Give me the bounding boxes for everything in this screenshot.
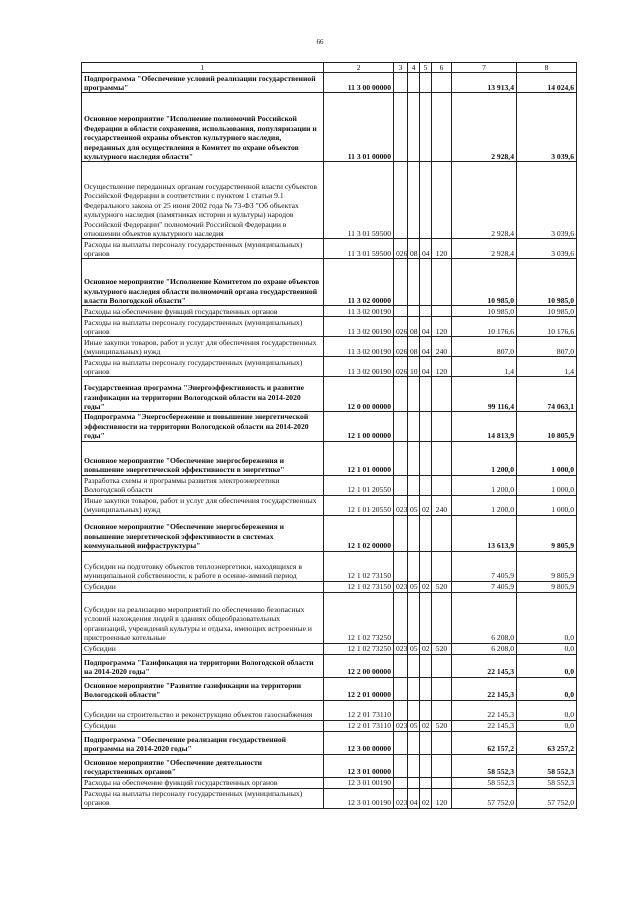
row-name-cell: Расходы на выплаты персоналу государственных (муниципальных) органов [82, 357, 324, 377]
expense-type-cell [432, 259, 452, 306]
subsection-code-cell [420, 677, 432, 700]
amount-year2-cell: 3 039,6 [517, 239, 577, 259]
row-name-cell: Иные закупки товаров, работ и услуг для обеспечения государственных (муниципальных) нужд [82, 495, 324, 515]
amount-year2-cell: 0,0 [517, 677, 577, 700]
subsection-code-cell: 04 [420, 239, 432, 259]
ministry-code-cell [394, 412, 408, 441]
expense-type-cell: 120 [432, 357, 452, 377]
amount-year2-cell: 57 752,0 [517, 788, 577, 808]
row-name-cell: Субсидии [82, 643, 324, 654]
subsection-code-cell [420, 377, 432, 412]
budget-code-cell: 12 3 01 00190 [324, 788, 394, 808]
section-code-cell [408, 475, 420, 495]
amount-year2-cell: 10 985,0 [517, 259, 577, 306]
budget-code-cell: 12 1 02 00000 [324, 515, 394, 551]
table-row [82, 377, 577, 412]
expense-type-cell [432, 441, 452, 475]
table-row [82, 592, 577, 643]
ministry-code-cell [394, 162, 408, 239]
budget-code-cell: 12 1 02 73250 [324, 592, 394, 643]
amount-year2-cell: 14 024,6 [517, 73, 577, 93]
amount-year2-cell: 807,0 [517, 337, 577, 357]
section-code-cell [408, 777, 420, 788]
section-code-cell: 04 [408, 788, 420, 808]
row-name-cell: Государственная программа "Энергоэффективность и развитие газификации на территории Вологодской области на 2014-2020 годы" [82, 377, 324, 412]
amount-year2-cell: 9 805,9 [517, 581, 577, 592]
expense-type-cell: 120 [432, 788, 452, 808]
section-code-cell: 08 [408, 317, 420, 337]
budget-code-cell: 12 3 01 00190 [324, 777, 394, 788]
row-name-cell: Субсидии на реализацию мероприятий по обеспечению безопасных условий нахождения людей в зданиях общеобразовательных организаций, учреждений культуры и отдыха, имеющих встроенные и пристроенные котельные [82, 592, 324, 643]
subsection-code-cell [420, 515, 432, 551]
amount-year1-cell: 1 200,0 [452, 475, 517, 495]
row-name-cell: Основное мероприятие "Обеспечение энергосбережения и повышение энергетической эффективности в энергетике" [82, 441, 324, 475]
section-code-cell [408, 162, 420, 239]
row-name-cell: Подпрограмма "Обеспечение условий реализации государственной программы" [82, 73, 324, 93]
section-code-cell [408, 515, 420, 551]
amount-year1-cell: 22 145,3 [452, 677, 517, 700]
table-row [82, 306, 577, 317]
row-name-cell: Расходы на выплаты персоналу государственных (муниципальных) органов [82, 788, 324, 808]
budget-table [81, 62, 577, 809]
section-code-cell: 10 [408, 357, 420, 377]
expense-type-cell [432, 162, 452, 239]
amount-year1-cell: 13 913,4 [452, 73, 517, 93]
section-code-cell [408, 412, 420, 441]
amount-year2-cell: 1 000,0 [517, 441, 577, 475]
table-row [82, 654, 577, 677]
table-row [82, 357, 577, 377]
subsection-code-cell: 04 [420, 357, 432, 377]
expense-type-cell: 520 [432, 720, 452, 731]
row-name-cell: Иные закупки товаров, работ и услуг для обеспечения государственных (муниципальных) нужд [82, 337, 324, 357]
header-row [82, 63, 577, 73]
expense-type-cell [432, 515, 452, 551]
row-name-cell: Расходы на обеспечение функций государственных органов [82, 306, 324, 317]
row-name-cell: Основное мероприятие "Обеспечение энергосбережения и повышение энергетической эффективности в системах коммунальной инфраструктуры" [82, 515, 324, 551]
section-code-cell: 05 [408, 720, 420, 731]
table-row [82, 495, 577, 515]
section-code-cell [408, 259, 420, 306]
ministry-code-cell: 023 [394, 720, 408, 731]
amount-year2-cell: 1,4 [517, 357, 577, 377]
section-code-cell: 08 [408, 239, 420, 259]
amount-year2-cell: 0,0 [517, 643, 577, 654]
row-name-cell: Разработка схемы и программы развития электроэнергетики Вологодской области [82, 475, 324, 495]
section-code-cell [408, 677, 420, 700]
row-name-cell: Субсидии [82, 581, 324, 592]
expense-type-cell [432, 551, 452, 581]
expense-type-cell [432, 412, 452, 441]
amount-year1-cell: 2 928,4 [452, 162, 517, 239]
subsection-code-cell: 02 [420, 581, 432, 592]
subsection-code-cell [420, 306, 432, 317]
amount-year2-cell: 3 039,6 [517, 93, 577, 162]
ministry-code-cell: 026 [394, 337, 408, 357]
header-cell: 4 [408, 63, 420, 73]
ministry-code-cell: 023 [394, 788, 408, 808]
amount-year2-cell: 0,0 [517, 700, 577, 720]
subsection-code-cell [420, 654, 432, 677]
table-row [82, 754, 577, 777]
table-row [82, 643, 577, 654]
amount-year2-cell: 10 176,6 [517, 317, 577, 337]
budget-code-cell: 12 2 01 73110 [324, 700, 394, 720]
budget-code-cell: 12 1 02 73250 [324, 643, 394, 654]
amount-year2-cell: 3 039,6 [517, 162, 577, 239]
amount-year1-cell: 7 405,9 [452, 581, 517, 592]
amount-year1-cell: 14 813,9 [452, 412, 517, 441]
ministry-code-cell: 026 [394, 239, 408, 259]
budget-code-cell: 11 3 02 00190 [324, 357, 394, 377]
table-row [82, 777, 577, 788]
budget-code-cell: 12 1 00 00000 [324, 412, 394, 441]
row-name-cell: Основное мероприятие "Развитие газификации на территории Вологодской области" [82, 677, 324, 700]
section-code-cell [408, 93, 420, 162]
section-code-cell [408, 731, 420, 754]
header-cell: 1 [82, 63, 324, 73]
section-code-cell: 05 [408, 581, 420, 592]
subsection-code-cell: 02 [420, 643, 432, 654]
section-code-cell [408, 306, 420, 317]
row-name-cell: Подпрограмма "Газификация на территории Вологодской области на 2014-2020 годы" [82, 654, 324, 677]
subsection-code-cell: 04 [420, 337, 432, 357]
budget-code-cell: 12 1 01 20550 [324, 475, 394, 495]
amount-year1-cell: 1 200,0 [452, 495, 517, 515]
amount-year2-cell: 0,0 [517, 592, 577, 643]
amount-year2-cell: 74 063,1 [517, 377, 577, 412]
row-name-cell: Расходы на выплаты персоналу государственных (муниципальных) органов [82, 317, 324, 337]
table-row [82, 731, 577, 754]
subsection-code-cell [420, 731, 432, 754]
amount-year1-cell: 22 145,3 [452, 720, 517, 731]
amount-year1-cell: 6 208,0 [452, 592, 517, 643]
ministry-code-cell [394, 73, 408, 93]
budget-code-cell: 12 1 02 73150 [324, 581, 394, 592]
amount-year2-cell: 10 985,0 [517, 306, 577, 317]
subsection-code-cell: 02 [420, 788, 432, 808]
budget-code-cell: 12 3 00 00000 [324, 731, 394, 754]
ministry-code-cell [394, 592, 408, 643]
subsection-code-cell [420, 73, 432, 93]
ministry-code-cell [394, 515, 408, 551]
expense-type-cell: 520 [432, 643, 452, 654]
expense-type-cell: 120 [432, 317, 452, 337]
section-code-cell [408, 377, 420, 412]
amount-year1-cell: 807,0 [452, 337, 517, 357]
ministry-code-cell: 023 [394, 495, 408, 515]
budget-code-cell: 12 3 01 00000 [324, 754, 394, 777]
amount-year1-cell: 10 176,6 [452, 317, 517, 337]
budget-code-cell: 11 3 00 00000 [324, 73, 394, 93]
ministry-code-cell [394, 777, 408, 788]
ministry-code-cell: 026 [394, 317, 408, 337]
amount-year1-cell: 6 208,0 [452, 643, 517, 654]
table-row [82, 337, 577, 357]
ministry-code-cell [394, 93, 408, 162]
row-name-cell: Основное мероприятие "Обеспечение деятельности государственных органов" [82, 754, 324, 777]
amount-year1-cell: 1 200,0 [452, 441, 517, 475]
budget-code-cell: 11 3 01 00000 [324, 93, 394, 162]
row-name-cell: Субсидии [82, 720, 324, 731]
row-name-cell: Подпрограмма "Энергосбережение и повышение энергетической эффективности на территории Вологодской области на 2014-2020 годы" [82, 412, 324, 441]
expense-type-cell [432, 677, 452, 700]
ministry-code-cell [394, 700, 408, 720]
amount-year1-cell: 13 613,9 [452, 515, 517, 551]
expense-type-cell [432, 654, 452, 677]
header-cell: 2 [324, 63, 394, 73]
table-row [82, 788, 577, 808]
amount-year1-cell: 10 985,0 [452, 306, 517, 317]
amount-year1-cell: 10 985,0 [452, 259, 517, 306]
subsection-code-cell [420, 592, 432, 643]
amount-year1-cell: 58 552,3 [452, 754, 517, 777]
section-code-cell [408, 592, 420, 643]
table-row [82, 720, 577, 731]
amount-year1-cell: 58 552,3 [452, 777, 517, 788]
budget-code-cell: 11 3 01 59500 [324, 162, 394, 239]
budget-code-cell: 12 1 02 73150 [324, 551, 394, 581]
amount-year2-cell: 9 805,9 [517, 515, 577, 551]
amount-year2-cell: 58 552,3 [517, 777, 577, 788]
subsection-code-cell: 04 [420, 317, 432, 337]
subsection-code-cell: 02 [420, 495, 432, 515]
subsection-code-cell [420, 259, 432, 306]
subsection-code-cell [420, 93, 432, 162]
expense-type-cell: 120 [432, 239, 452, 259]
table-row [82, 259, 577, 306]
subsection-code-cell [420, 475, 432, 495]
table-row [82, 700, 577, 720]
budget-code-cell: 11 3 02 00190 [324, 337, 394, 357]
row-name-cell: Расходы на выплаты персоналу государственных (муниципальных) органов [82, 239, 324, 259]
budget-code-cell: 11 3 02 00190 [324, 306, 394, 317]
page-number: 66 [316, 38, 324, 46]
table-row [82, 239, 577, 259]
ministry-code-cell [394, 731, 408, 754]
table-row [82, 581, 577, 592]
expense-type-cell [432, 754, 452, 777]
budget-code-cell: 11 3 02 00190 [324, 317, 394, 337]
row-name-cell: Расходы на обеспечение функций государственных органов [82, 777, 324, 788]
table-row [82, 162, 577, 239]
section-code-cell [408, 654, 420, 677]
ministry-code-cell [394, 754, 408, 777]
amount-year1-cell: 7 405,9 [452, 551, 517, 581]
expense-type-cell: 240 [432, 495, 452, 515]
ministry-code-cell [394, 475, 408, 495]
table-row [82, 515, 577, 551]
ministry-code-cell [394, 441, 408, 475]
table-row [82, 317, 577, 337]
row-name-cell: Подпрограмма "Обеспечение реализации государственной программы на 2014-2020 годы" [82, 731, 324, 754]
expense-type-cell [432, 73, 452, 93]
section-code-cell [408, 441, 420, 475]
expense-type-cell [432, 777, 452, 788]
amount-year2-cell: 0,0 [517, 720, 577, 731]
budget-code-cell: 12 0 00 00000 [324, 377, 394, 412]
subsection-code-cell [420, 551, 432, 581]
ministry-code-cell: 023 [394, 643, 408, 654]
table-row [82, 677, 577, 700]
amount-year2-cell: 63 257,2 [517, 731, 577, 754]
ministry-code-cell [394, 654, 408, 677]
amount-year1-cell: 22 145,3 [452, 700, 517, 720]
amount-year2-cell: 0,0 [517, 654, 577, 677]
section-code-cell [408, 700, 420, 720]
expense-type-cell [432, 377, 452, 412]
amount-year2-cell: 1 000,0 [517, 475, 577, 495]
table-row [82, 441, 577, 475]
amount-year1-cell: 99 116,4 [452, 377, 517, 412]
amount-year2-cell: 9 805,9 [517, 551, 577, 581]
expense-type-cell [432, 700, 452, 720]
subsection-code-cell [420, 412, 432, 441]
row-name-cell: Основное мероприятие "Исполнение Комитетом по охране объектов культурного наследия области полномочий органа государственной власти Вологодской области" [82, 259, 324, 306]
header-cell: 8 [517, 63, 577, 73]
header-cell: 3 [394, 63, 408, 73]
ministry-code-cell: 026 [394, 357, 408, 377]
section-code-cell: 05 [408, 643, 420, 654]
subsection-code-cell [420, 754, 432, 777]
budget-code-cell: 12 2 01 00000 [324, 677, 394, 700]
expense-type-cell [432, 306, 452, 317]
table-row [82, 475, 577, 495]
row-name-cell: Осуществление переданных органам государственной власти субъектов Российской Федерации в соответствии с пунктом 1 статьи 9.1 Федерального закона от 25 июня 2002 года № 73-ФЗ "Об объектах культурного наследия (памятниках истории и культуры) народов Российской Федерации" полномочий Российской Федерации в отношении объектов культурного наследия [82, 162, 324, 239]
ministry-code-cell [394, 377, 408, 412]
expense-type-cell [432, 475, 452, 495]
header-cell: 6 [432, 63, 452, 73]
subsection-code-cell [420, 162, 432, 239]
subsection-code-cell [420, 441, 432, 475]
subsection-code-cell [420, 777, 432, 788]
section-code-cell: 05 [408, 495, 420, 515]
ministry-code-cell [394, 677, 408, 700]
row-name-cell: Основное мероприятие "Исполнение полномочий Российской Федерации в области сохранения, использования, популяризации и государственной охраны объектов культурного наследия, переданных для осуществления в Комитет по охране объектов культурного наследия области" [82, 93, 324, 162]
subsection-code-cell [420, 700, 432, 720]
ministry-code-cell: 023 [394, 581, 408, 592]
budget-code-cell: 12 1 01 20550 [324, 495, 394, 515]
budget-code-cell: 11 3 01 59500 [324, 239, 394, 259]
ministry-code-cell [394, 551, 408, 581]
amount-year1-cell: 62 157,2 [452, 731, 517, 754]
amount-year2-cell: 10 805,9 [517, 412, 577, 441]
amount-year1-cell: 2 928,4 [452, 239, 517, 259]
table-row [82, 551, 577, 581]
table-row [82, 73, 577, 93]
header-cell: 5 [420, 63, 432, 73]
ministry-code-cell [394, 259, 408, 306]
expense-type-cell: 520 [432, 581, 452, 592]
section-code-cell: 08 [408, 337, 420, 357]
section-code-cell [408, 754, 420, 777]
table-row [82, 93, 577, 162]
row-name-cell: Субсидии на подготовку объектов теплоэнергетики, находящихся в муниципальной собственности, к работе в осенне-зимний период [82, 551, 324, 581]
amount-year1-cell: 2 928,4 [452, 93, 517, 162]
amount-year1-cell: 1,4 [452, 357, 517, 377]
budget-code-cell: 12 1 01 00000 [324, 441, 394, 475]
expense-type-cell [432, 731, 452, 754]
row-name-cell: Субсидии на строительство и реконструкцию объектов газоснабжения [82, 700, 324, 720]
expense-type-cell [432, 93, 452, 162]
amount-year2-cell: 58 552,3 [517, 754, 577, 777]
budget-code-cell: 12 2 00 00000 [324, 654, 394, 677]
budget-code-cell: 12 2 01 73110 [324, 720, 394, 731]
budget-code-cell: 11 3 02 00000 [324, 259, 394, 306]
header-cell: 7 [452, 63, 517, 73]
amount-year1-cell: 57 752,0 [452, 788, 517, 808]
ministry-code-cell [394, 306, 408, 317]
amount-year1-cell: 22 145,3 [452, 654, 517, 677]
table-row [82, 412, 577, 441]
expense-type-cell [432, 592, 452, 643]
section-code-cell [408, 73, 420, 93]
expense-type-cell: 240 [432, 337, 452, 357]
amount-year2-cell: 1 000,0 [517, 495, 577, 515]
subsection-code-cell: 02 [420, 720, 432, 731]
section-code-cell [408, 551, 420, 581]
